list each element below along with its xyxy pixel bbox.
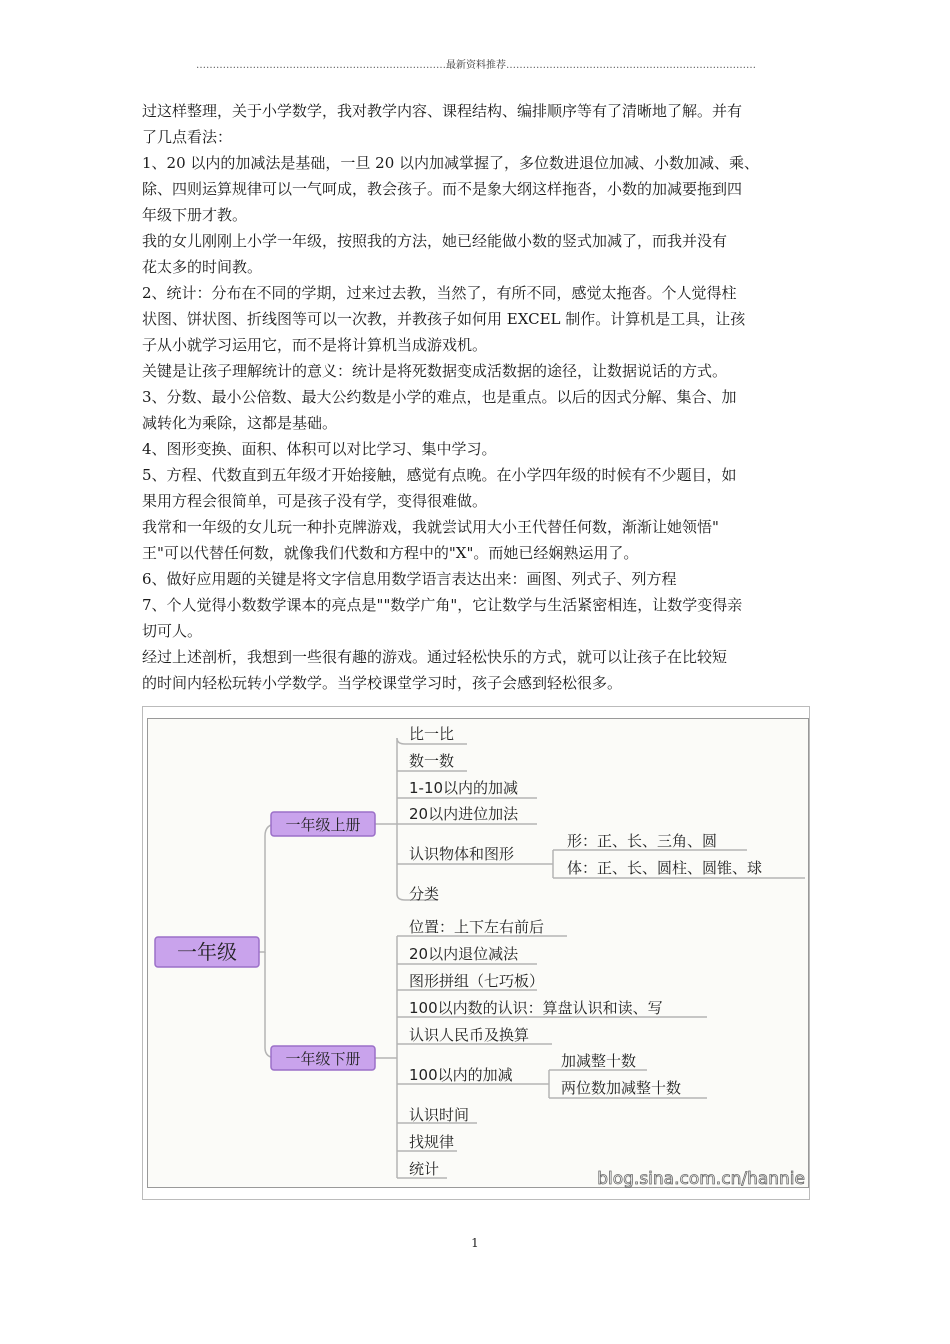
upper-item: 数一数 bbox=[409, 752, 455, 770]
page-header bbox=[170, 56, 782, 72]
page-number: 1 bbox=[471, 1236, 479, 1250]
text-line: 过这样整理，关于小学数学，我对教学内容、课程结构、编排顺序等有了清晰地了解。并有 bbox=[142, 102, 743, 120]
lower-item: 20以内退位减法 bbox=[409, 945, 519, 963]
upper-item: 20以内进位加法 bbox=[409, 805, 519, 823]
text-line: 我的女儿刚刚上小学一年级，按照我的方法，她已经能做小数的竖式加减了，而我并没有 bbox=[142, 232, 728, 250]
mindmap-connectors bbox=[259, 738, 805, 1178]
lower-item: 图形拼组（七巧板） bbox=[409, 972, 545, 990]
addsub-item: 加减整十数 bbox=[561, 1052, 637, 1070]
lower-item: 认识时间 bbox=[409, 1106, 470, 1124]
text-line: 子从小就学习运用它，而不是将计算机当成游戏机。 bbox=[142, 336, 488, 354]
shape-item: 形：正、长、三角、圆 bbox=[567, 832, 718, 850]
header-title: 最新资料推荐 bbox=[446, 60, 506, 71]
text-line: 减转化为乘除，这都是基础。 bbox=[142, 414, 338, 432]
lower-item: 位置：上下左右前后 bbox=[409, 918, 545, 936]
text-line: 王"可以代替任何数，就像我们代数和方程中的"X"。而她已经娴熟运用了。 bbox=[142, 544, 639, 562]
text-line: 关键是让孩子理解统计的意义：统计是将死数据变成活数据的途径，让数据说话的方式。 bbox=[142, 362, 728, 380]
mindmap bbox=[147, 718, 809, 1188]
shape-item: 体：正、长、圆柱、圆锥、球 bbox=[567, 859, 763, 877]
lower-item: 100以内数的认识：算盘认识和读、写 bbox=[409, 999, 663, 1017]
upper-item: 认识物体和图形 bbox=[409, 845, 515, 863]
header-dots-right: ………………………………………………………………… bbox=[506, 60, 756, 71]
branch-upper-label: 一年级上册 bbox=[285, 816, 361, 834]
text-line: 3、分数、最小公倍数、最大公约数是小学的难点，也是重点。以后的因式分解、集合、加 bbox=[142, 388, 737, 406]
upper-item: 比一比 bbox=[409, 725, 455, 743]
header-dots-left: ………………………………………………………………… bbox=[196, 60, 446, 71]
lower-item: 找规律 bbox=[409, 1133, 455, 1151]
upper-item: 分类 bbox=[409, 885, 440, 903]
lower-item: 认识人民币及换算 bbox=[409, 1026, 530, 1044]
lower-item: 100以内的加减 bbox=[409, 1066, 513, 1084]
branch-lower-label: 一年级下册 bbox=[285, 1050, 361, 1068]
text-line: 1、20 以内的加减法是基础，一旦 20 以内加减掌握了，多位数进退位加减、小数加减、乘、 bbox=[142, 154, 760, 172]
watermark: blog.sina.com.cn/hannie bbox=[597, 1169, 805, 1188]
text-line: 了几点看法： bbox=[142, 128, 233, 146]
text-line: 2、统计：分布在不同的学期，过来过去教，当然了，有所不同，感觉太拖沓。个人觉得柱 bbox=[142, 284, 737, 302]
text-line: 6、做好应用题的关键是将文字信息用数学语言表达出来：画图、列式子、列方程 bbox=[142, 570, 677, 588]
upper-item: 1-10以内的加减 bbox=[409, 779, 519, 797]
text-line: 5、方程、代数直到五年级才开始接触，感觉有点晚。在小学四年级的时候有不少题目，如 bbox=[142, 466, 737, 484]
lower-item: 统计 bbox=[409, 1160, 440, 1178]
text-line: 年级下册才教。 bbox=[142, 206, 248, 224]
text-line: 除、四则运算规律可以一气呵成，教会孩子。而不是象大纲这样拖沓，小数的加减要拖到四 bbox=[142, 180, 743, 198]
text-line: 花太多的时间教。 bbox=[142, 258, 263, 276]
root-node-label: 一年级 bbox=[177, 940, 237, 964]
text-line: 状图、饼状图、折线图等可以一次教，并教孩子如何用 EXCEL 制作。计算机是工具，让孩 bbox=[142, 310, 746, 328]
text-line: 4、图形变换、面积、体积可以对比学习、集中学习。 bbox=[142, 440, 497, 458]
body-text bbox=[142, 98, 810, 696]
text-line: 切可人。 bbox=[142, 622, 203, 640]
text-line: 的时间内轻松玩转小学数学。当学校课堂学习时，孩子会感到轻松很多。 bbox=[142, 674, 623, 692]
text-line: 我常和一年级的女儿玩一种扑克牌游戏，我就尝试用大小王代替任何数，渐渐让她领悟" bbox=[142, 518, 719, 536]
text-line: 7、个人觉得小数数学课本的亮点是""数学广角"，它让数学与生活紧密相连，让数学变得亲 bbox=[142, 596, 743, 614]
addsub-item: 两位数加减整十数 bbox=[561, 1079, 682, 1097]
text-line: 经过上述剖析，我想到一些很有趣的游戏。通过轻松快乐的方式，就可以让孩子在比较短 bbox=[142, 648, 728, 666]
text-line: 果用方程会很简单，可是孩子没有学，变得很难做。 bbox=[142, 492, 488, 510]
